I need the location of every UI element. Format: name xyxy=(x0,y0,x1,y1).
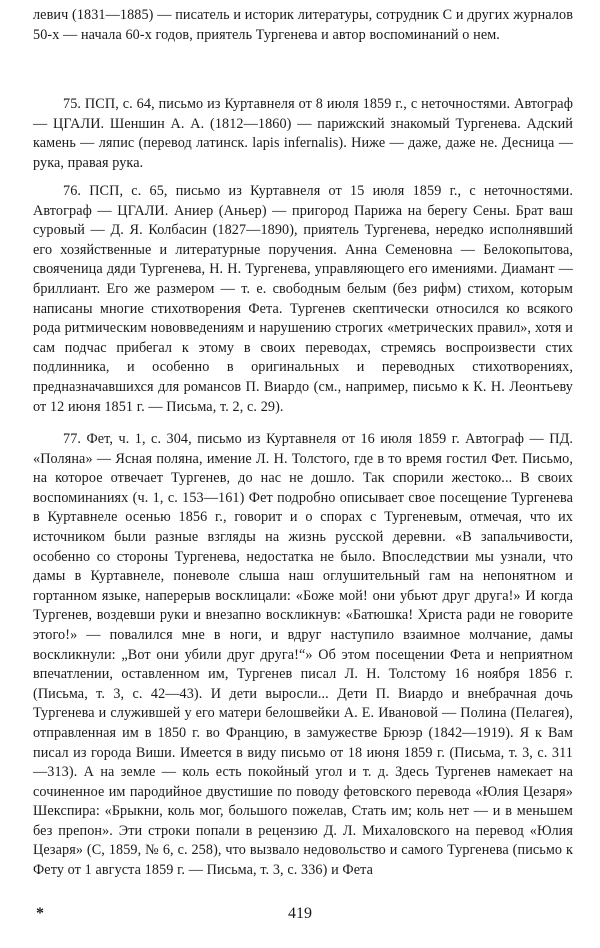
paragraph-note-77: 77. Фет, ч. 1, с. 304, письмо из Куртавнеля от 16 июля 1859 г. Автограф — ПД. «Поляна» — Ясная поляна, имение Л. Н. Толстого, где в то время гостил Фет. Письмо, на которое отвечает Тургенев, до нас не дошло. Так спорили жестоко... В своих воспоминаниях (ч. 1, с. 153—161) Фет подробно описывает свое посещение Тургенева в Куртавнеле осенью 1856 г., говорит и о спорах с Тургеневым, отмечая, что их источником были разные взгляды на жизнь русской деревни. «В запальчивости, особенно со стороны Тургенева, недостатка не было. Впоследствии мы узнали, что дамы в Куртавнеле, поневоле слыша наш оглушительный гам на непонятном и гортанном языке, наперерыв восклицали: «Боже мой! они убьют друг друга!» И когда Тургенев, воздевши руки и внезапно воскликнув: «Батюшка! Христа ради не говорите этого!» — повалился мне в ноги, и вдруг наступило взаимное молчание, дамы воскликнули: „Вот они убили друг друга!“» Об этом посещении Фета и неприятном впечатлении, оставленном им, Тургенев писал Л. Н. Толстому 16 ноября 1856 г. (Письма, т. 3, с. 42—43). И дети выросли... Дети П. Виардо и внебрачная дочь Тургенева и служившей у его матери белошвейки А. Е. Ивановой — Полина (Пелагея), отправленная им в 1850 г. во Францию, в замужестве Брюэр (1842—1919). Я к Вам писал из города Виши. Имеется в виду письмо от 18 июня 1859 г. (Письма, т. 3, с. 311—313). А на земле — коль есть покойный угол и т. д. Здесь Тургенев намекает на сочиненное им пародийное двустишие по поводу фетовского перевода «Юлия Цезаря» Шекспира: «Брыкни, коль мог, большого пожелав, Стать им; коль нет — и в меньшем без препон». Эти строки попали в рецензию Д. Л. Михаловского на перевод «Юлия Цезаря» (С, 1859, № 6, с. 258), что вызвало недовольство и самого Тургенева (письмо к Фету от 1 августа 1859 г. — Письма, т. 3, с. 336) и Фета xyxy=(33,431,573,879)
footer-asterisk: * xyxy=(36,905,44,922)
paragraph-intro: левич (1831—1885) — писатель и историк литературы, сотрудник С и других журналов 50-х — начала 60-х годов, приятель Тургенева и автор воспоминаний о нем. xyxy=(33,7,573,43)
paragraph-note-75: 75. ПСП, с. 64, письмо из Куртавнеля от 8 июля 1859 г., с неточностями. Автограф — ЦГАЛИ. Шеншин А. А. (1812—1860) — парижский знакомый Тургенева. Адский камень — ляпис (перевод латинск. lapis infernalis). Ниже — даже, даже не. Десница — рука, правая рука. xyxy=(33,96,573,171)
paragraph-note-76: 76. ПСП, с. 65, письмо из Куртавнеля от 15 июля 1859 г., с неточностями. Автограф — ЦГАЛИ. Аниер (Аньер) — пригород Парижа на берегу Сены. Брат ваш суровый — Д. Я. Колбасин (1827—1890), приятель Тургенева, нередко исполнявший его хозяйственные и литературные поручения. Анна Семеновна — Белокопытова, свояченица дяди Тургенева, Н. Н. Тургенева, управляющего его имениями. Диамант — бриллиант. Его же размером — т. е. свободным белым (без рифм) стихом, которым написаны многие стихотворения Фета. Тургенев скептически относился ко всякого рода ритмическим нововведениям и нарушению строгих «метрических правил», хотя и сам подчас прибегал к этому в своих переводах, стремясь воспроизвести стих подлинника, и особенно в оригинальных и переводных стихотворениях, предназначавшихся для романсов П. Виардо (см., например, письмо к К. Н. Леонтьеву от 12 июня 1851 г. — Письма, т. 2, с. 29). xyxy=(33,183,573,415)
page-number: 419 xyxy=(288,905,312,922)
